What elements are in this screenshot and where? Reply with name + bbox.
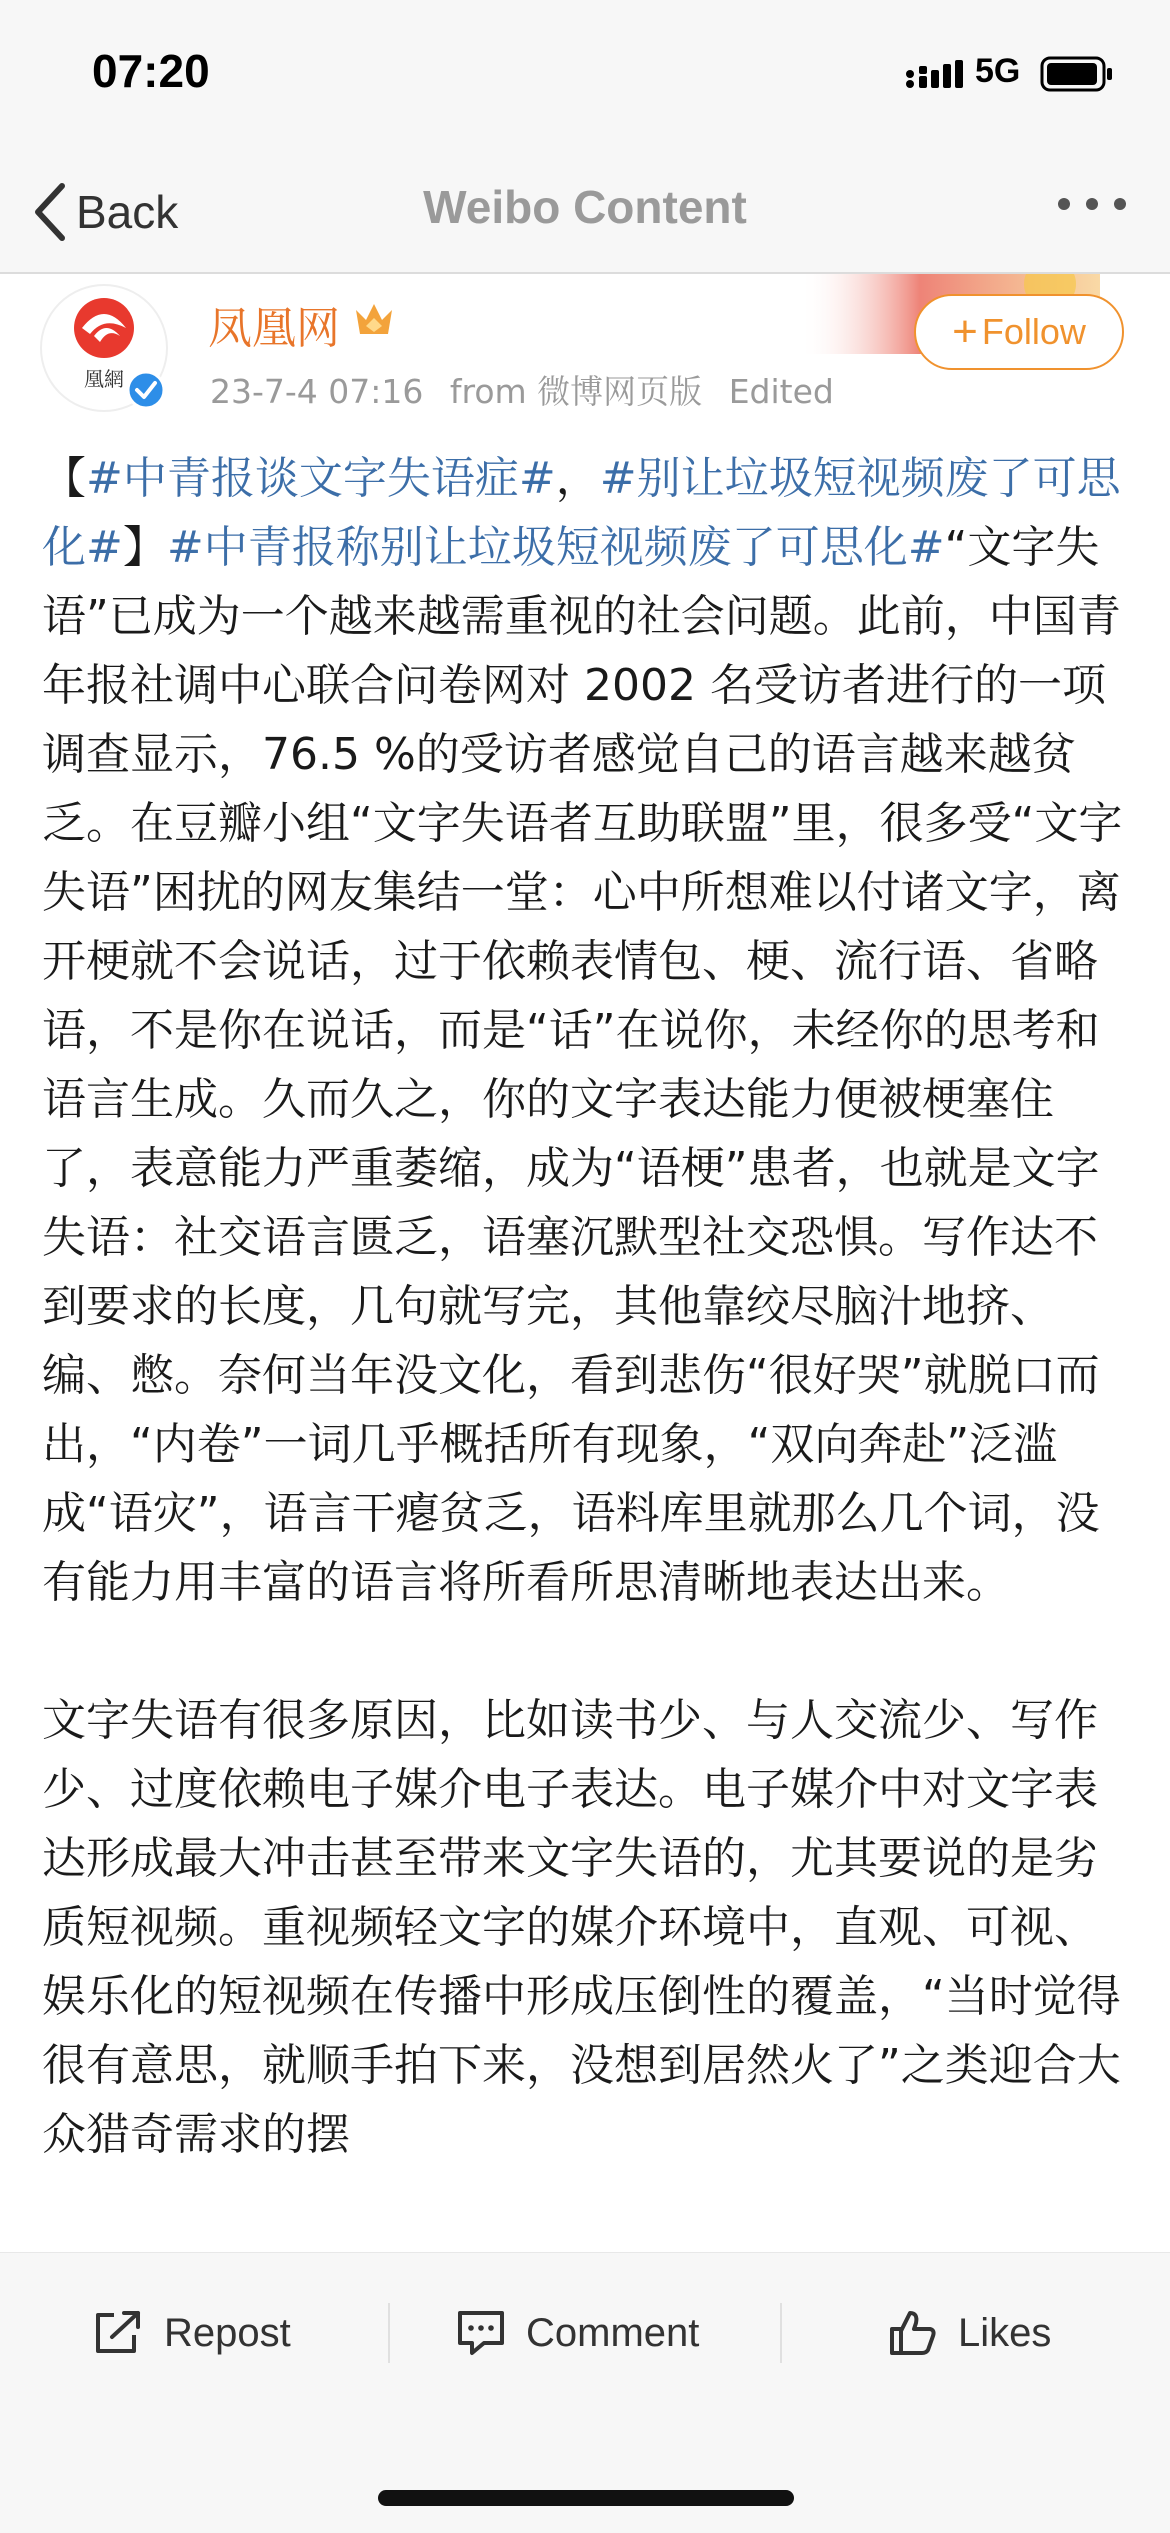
edited-label[interactable]: Edited [728, 372, 834, 411]
plus-icon: + [952, 307, 978, 356]
battery-icon [1040, 56, 1114, 92]
author-name[interactable]: 凤凰网 [208, 303, 340, 354]
network-type: 5G [975, 52, 1021, 90]
comment-icon [456, 2309, 506, 2357]
bracket-close: 】 [122, 522, 167, 573]
repost-label: Repost [164, 2310, 291, 2355]
post-source: from 微博网页版 [449, 372, 703, 411]
post-body [42, 444, 1124, 2169]
post-paragraph-1 [42, 444, 1124, 1617]
signal-icon [905, 60, 965, 90]
post-text: “文字失语”已成为一个越来越需重视的社会问题。此前，中国青年报社调中心联合问卷网对 2002 名受访者进行的一项调查显示，76.5 %的受访者感觉自己的语言越来越贫乏。在豆瓣小组“文字失语者互助联盟”里，很多受“文字失语”困扰的网友集结一堂：心中所想难以付诸文字，离开梗就不会说话，过于依赖表情包、梗、流行语、省略语，不是你在说话，而是“话”在说你，未经你的思考和语言生成。久而久之，你的文字表达能力便被梗塞住了，表意能力严重萎缩，成为“语梗”患者，也就是文字失语：社交语言匮乏，语塞沉默型社交恐惧。写作达不到要求的长度，几句就写完，其他靠绞尽脑汁地挤、编、憋。奈何当年没文化，看到悲伤“很好哭”就脱口而出，“内卷”一词几乎概括所有现象，“双向奔赴”泛滥成“语灾”，语言干瘪贫乏，语料库里就那么几个词，没有能力用丰富的语言将所看所思清晰地表达出来。 [42, 522, 1123, 1608]
back-label: Back [76, 186, 179, 238]
likes-label: Likes [958, 2310, 1052, 2355]
comment-button[interactable] [456, 2293, 699, 2373]
follow-label: Follow [981, 311, 1086, 352]
svg-text:凰網: 凰網 [84, 367, 124, 391]
hashtag-link[interactable]: #中青报谈文字失语症# [86, 453, 556, 504]
verified-badge-icon [126, 370, 166, 410]
punctuation: ， [555, 453, 600, 504]
post-meta [210, 366, 850, 413]
repost-button[interactable] [92, 2293, 291, 2373]
hashtag-link[interactable]: #别让垃圾短视频废了可思化# [42, 453, 1121, 573]
page-title: Weibo Content [423, 181, 747, 233]
home-indicator[interactable] [378, 2490, 794, 2506]
vip-crown-icon [352, 300, 396, 340]
status-bar [0, 0, 1170, 150]
post-content [0, 274, 1170, 2252]
post-paragraph-2: 文字失语有很多原因，比如读书少、与人交流少、写作少、过度依赖电子媒介电子表达。电子媒介中对文字表达形成最大冲击甚至带来文字失语的，尤其要说的是劣质短视频。重视频轻文字的媒介环境中，直观、可视、娱乐化的短视频在传播中形成压倒性的覆盖，“当时觉得很有意思，就顺手拍下来，没想到居然火了”之类迎合大众猎奇需求的摆 [42, 1695, 1121, 2160]
repost-icon [92, 2309, 144, 2357]
hashtag-link[interactable]: #中青报称别让垃圾短视频废了可思化# [166, 522, 945, 573]
nav-bar [0, 150, 1170, 274]
post-timestamp: 23-7-4 07:16 [210, 372, 424, 411]
follow-button[interactable] [914, 294, 1124, 370]
author-header [0, 274, 1170, 414]
bracket-open: 【 [42, 453, 86, 504]
like-button[interactable] [888, 2293, 1051, 2373]
thumbs-up-icon [888, 2309, 938, 2357]
divider [780, 2303, 782, 2363]
comment-label: Comment [526, 2310, 700, 2355]
divider [388, 2303, 390, 2363]
more-icon[interactable] [1056, 194, 1128, 214]
status-time: 07:20 [92, 45, 210, 97]
